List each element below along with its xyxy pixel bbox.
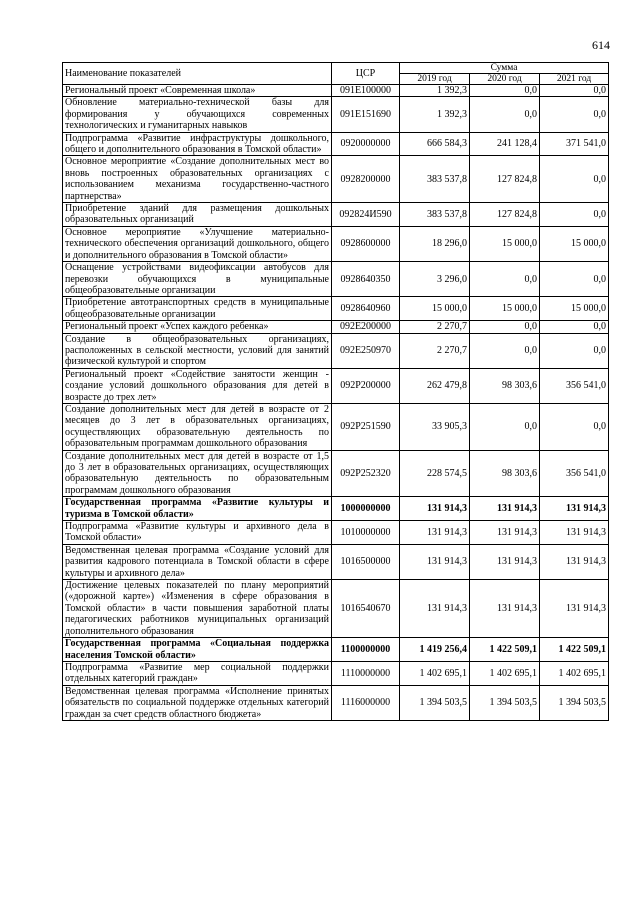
table-row (63, 97, 609, 132)
row-value-2021: 1 394 503,5 (540, 685, 609, 720)
table-row (63, 544, 609, 579)
page-number: 614 (592, 38, 610, 52)
row-code: 1100000000 (332, 638, 400, 662)
row-value-2020: 0,0 (470, 85, 540, 97)
row-value-2019: 1 392,3 (400, 97, 470, 132)
row-value-2020: 98 303,6 (470, 450, 540, 497)
row-value-2019: 1 419 256,4 (400, 638, 470, 662)
header-sum: Сумма (400, 63, 609, 74)
row-value-2021: 356 541,0 (540, 450, 609, 497)
row-value-2020: 1 402 695,1 (470, 661, 540, 685)
row-value-2019: 2 270,7 (400, 333, 470, 368)
row-code: 092P252320 (332, 450, 400, 497)
row-value-2019: 383 537,8 (400, 203, 470, 227)
row-value-2019: 1 394 503,5 (400, 685, 470, 720)
row-value-2021: 0,0 (540, 333, 609, 368)
header-year-2019: 2019 год (400, 74, 470, 85)
row-value-2020: 98 303,6 (470, 368, 540, 403)
row-value-2020: 1 394 503,5 (470, 685, 540, 720)
row-value-2021: 356 541,0 (540, 368, 609, 403)
table-row (63, 156, 609, 203)
row-value-2021: 131 914,3 (540, 580, 609, 638)
row-value-2021: 0,0 (540, 403, 609, 450)
row-value-2020: 0,0 (470, 321, 540, 333)
row-value-2021: 0,0 (540, 321, 609, 333)
row-name: Подпрограмма «Развитие инфраструктуры дошкольного, общего и дополнительного образования в Томской области» (63, 132, 332, 156)
row-name: Создание дополнительных мест для детей в возрасте от 2 месяцев до 3 лет в образовательных организациях, осуществляющих образовательную деятельность по образовательным программам дошкольного образования (63, 403, 332, 450)
row-name: Региональный проект «Содействие занятости женщин - создание условий дошкольного образования для детей в возрасте до трех лет» (63, 368, 332, 403)
row-name: Ведомственная целевая программа «Исполнение принятых обязательств по социальной поддержке отдельных категорий граждан за счет средств областного бюджета» (63, 685, 332, 720)
row-value-2020: 0,0 (470, 97, 540, 132)
table-row (63, 580, 609, 638)
row-value-2021: 131 914,3 (540, 497, 609, 521)
table-row (63, 203, 609, 227)
row-code: 1116000000 (332, 685, 400, 720)
row-value-2019: 18 296,0 (400, 226, 470, 261)
row-name: Приобретение автотранспортных средств в муниципальные общеобразовательные организации (63, 297, 332, 321)
row-value-2019: 131 914,3 (400, 521, 470, 545)
table-row (63, 638, 609, 662)
row-value-2021: 371 541,0 (540, 132, 609, 156)
table-row (63, 403, 609, 450)
table-row (63, 450, 609, 497)
table-row (63, 661, 609, 685)
row-value-2019: 2 270,7 (400, 321, 470, 333)
table-row (63, 521, 609, 545)
row-code: 1016500000 (332, 544, 400, 579)
row-value-2019: 33 905,3 (400, 403, 470, 450)
row-code: 0928200000 (332, 156, 400, 203)
row-value-2020: 131 914,3 (470, 521, 540, 545)
row-value-2020: 1 422 509,1 (470, 638, 540, 662)
row-name: Создание дополнительных мест для детей в возрасте от 1,5 до 3 лет в образовательных организациях, осуществляющих образовательную деятельность по образовательным программам дошкольного образования (63, 450, 332, 497)
table-header-row (63, 63, 609, 74)
table-row (63, 368, 609, 403)
row-value-2019: 3 296,0 (400, 262, 470, 297)
header-code: ЦСР (332, 63, 400, 85)
row-value-2019: 666 584,3 (400, 132, 470, 156)
row-value-2019: 15 000,0 (400, 297, 470, 321)
row-name: Создание в общеобразовательных организациях, расположенных в сельской местности, условий для занятий физической культурой и спортом (63, 333, 332, 368)
table-body (63, 85, 609, 721)
row-name: Основное мероприятие «Создание дополнительных мест во вновь построенных образовательных организациях с использованием механизма государственно-частного партнерства» (63, 156, 332, 203)
row-code: 1010000000 (332, 521, 400, 545)
row-value-2020: 241 128,4 (470, 132, 540, 156)
row-code: 092E200000 (332, 321, 400, 333)
row-value-2020: 131 914,3 (470, 580, 540, 638)
row-name: Ведомственная целевая программа «Создание условий для развития кадрового потенциала в Томской области в сфере культуры и архивного дела» (63, 544, 332, 579)
row-value-2020: 0,0 (470, 333, 540, 368)
row-value-2021: 0,0 (540, 203, 609, 227)
row-value-2020: 127 824,8 (470, 203, 540, 227)
table-row (63, 226, 609, 261)
header-year-2020: 2020 год (470, 74, 540, 85)
row-code: 0920000000 (332, 132, 400, 156)
row-value-2021: 131 914,3 (540, 544, 609, 579)
row-value-2019: 262 479,8 (400, 368, 470, 403)
row-name: Региональный проект «Успех каждого ребенка» (63, 321, 332, 333)
row-value-2019: 131 914,3 (400, 580, 470, 638)
row-value-2019: 383 537,8 (400, 156, 470, 203)
row-code: 092E250970 (332, 333, 400, 368)
row-code: 091E151690 (332, 97, 400, 132)
row-value-2021: 15 000,0 (540, 297, 609, 321)
row-name: Оснащение устройствами видеофиксации автобусов для перевозки обучающихся в муниципальные общеобразовательные организации (63, 262, 332, 297)
row-value-2020: 15 000,0 (470, 297, 540, 321)
row-value-2021: 0,0 (540, 85, 609, 97)
row-name: Подпрограмма «Развитие культуры и архивного дела в Томской области» (63, 521, 332, 545)
row-value-2020: 131 914,3 (470, 497, 540, 521)
row-code: 0928600000 (332, 226, 400, 261)
row-code: 092P251590 (332, 403, 400, 450)
row-value-2021: 1 402 695,1 (540, 661, 609, 685)
row-value-2021: 0,0 (540, 262, 609, 297)
row-name: Основное мероприятие «Улучшение материально-технического обеспечения организаций дошкольного, общего и дополнительного образования в Томской области» (63, 226, 332, 261)
row-value-2021: 0,0 (540, 156, 609, 203)
header-year-2021: 2021 год (540, 74, 609, 85)
row-value-2021: 1 422 509,1 (540, 638, 609, 662)
row-value-2021: 15 000,0 (540, 226, 609, 261)
row-value-2019: 131 914,3 (400, 544, 470, 579)
row-name: Обновление материально-технической базы для формирования у обучающихся современных технологических и гуманитарных навыков (63, 97, 332, 132)
row-value-2019: 1 402 695,1 (400, 661, 470, 685)
row-name: Региональный проект «Современная школа» (63, 85, 332, 97)
row-value-2019: 1 392,3 (400, 85, 470, 97)
row-code: 092P200000 (332, 368, 400, 403)
row-code: 0928640350 (332, 262, 400, 297)
row-value-2021: 0,0 (540, 97, 609, 132)
row-name: Подпрограмма «Развитие мер социальной поддержки отдельных категорий граждан» (63, 661, 332, 685)
row-value-2021: 131 914,3 (540, 521, 609, 545)
header-name: Наименование показателей (63, 63, 332, 85)
row-value-2019: 228 574,5 (400, 450, 470, 497)
table-row (63, 321, 609, 333)
row-code: 1016540670 (332, 580, 400, 638)
row-name: Государственная программа «Развитие культуры и туризма в Томской области» (63, 497, 332, 521)
row-value-2020: 0,0 (470, 262, 540, 297)
row-value-2020: 0,0 (470, 403, 540, 450)
row-code: 0928640960 (332, 297, 400, 321)
row-value-2020: 15 000,0 (470, 226, 540, 261)
table-row (63, 685, 609, 720)
table-row (63, 132, 609, 156)
row-value-2020: 127 824,8 (470, 156, 540, 203)
row-name: Достижение целевых показателей по плану мероприятий («дорожной карте») «Изменения в сфере образования в Томской области» в части повышения заработной платы педагогических работников муниципальных организаций дополнительного образования (63, 580, 332, 638)
table-row (63, 85, 609, 97)
row-code: 1000000000 (332, 497, 400, 521)
row-code: 1110000000 (332, 661, 400, 685)
row-code: 091E100000 (332, 85, 400, 97)
row-name: Государственная программа «Социальная поддержка населения Томской области» (63, 638, 332, 662)
row-value-2020: 131 914,3 (470, 544, 540, 579)
budget-table (62, 62, 609, 721)
row-name: Приобретение зданий для размещения дошкольных образовательных организаций (63, 203, 332, 227)
row-value-2019: 131 914,3 (400, 497, 470, 521)
table-row (63, 297, 609, 321)
table-row (63, 333, 609, 368)
table-row (63, 497, 609, 521)
table-row (63, 262, 609, 297)
row-code: 092824И590 (332, 203, 400, 227)
